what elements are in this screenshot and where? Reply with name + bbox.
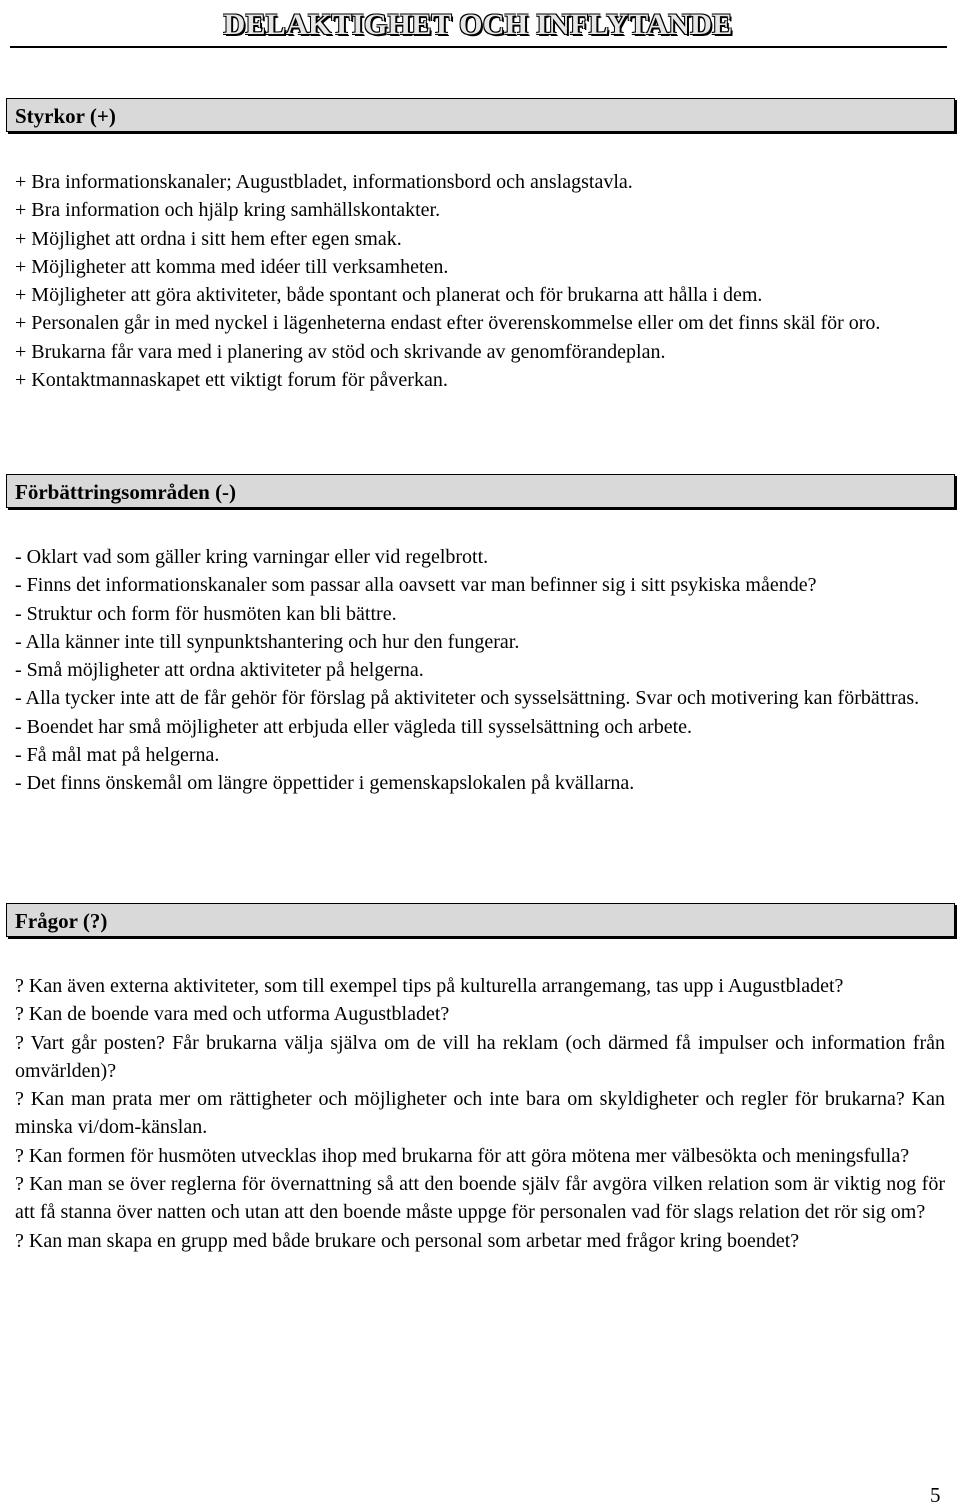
list-item: + Möjligheter att komma med idéer till verksamheten. bbox=[15, 255, 449, 278]
list-item: - Det finns önskemål om längre öppettider i gemenskapslokalen på kvällarna. bbox=[15, 772, 635, 795]
list-item: - Struktur och form för husmöten kan bli bättre. bbox=[15, 602, 397, 625]
list-item: - Små möjligheter att ordna aktiviteter på helgerna. bbox=[15, 659, 424, 682]
strengths-list bbox=[15, 168, 945, 394]
list-item: - Få mål mat på helgerna. bbox=[15, 744, 220, 767]
list-item: ? Kan formen för husmöten utvecklas ihop med brukarna för att göra mötena mer välbesökta och meningsfulla? bbox=[15, 1144, 910, 1167]
list-item: + Möjlighet att ordna i sitt hem efter egen smak. bbox=[15, 227, 402, 250]
list-item: + Personalen går in med nyckel i lägenheterna endast efter överenskommelse eller om det finns skäl för oro. bbox=[15, 312, 881, 335]
list-item: + Möjligheter att göra aktiviteter, både spontant och planerat och för brukarna att hålla i dem. bbox=[15, 284, 763, 307]
list-item: - Oklart vad som gäller kring varningar eller vid regelbrott. bbox=[15, 546, 489, 568]
list-item: ? Kan man prata mer om rättigheter och möjligheter och inte bara om skyldigheter och regler för brukarna? Kan minska vi/dom-känslan. bbox=[15, 1088, 945, 1139]
section-heading-questions: Frågor (?) bbox=[15, 909, 108, 933]
list-item: - Boendet har små möjligheter att erbjuda eller vägleda till sysselsättning och arbete. bbox=[15, 715, 693, 738]
list-item: ? Kan de boende vara med och utforma Augustbladet? bbox=[15, 1003, 450, 1026]
list-item: ? Kan man se över reglerna för övernattning så att den boende själv får avgöra vilken relation som är viktig nog för att få stanna över natten och utan att den boende måste uppge för personalen vad för slags relation det rör sig om? bbox=[15, 1173, 945, 1224]
list-item: + Bra information och hjälp kring samhällskontakter. bbox=[15, 199, 441, 222]
list-item: + Bra informationskanaler; Augustbladet, informationsbord och anslagstavla. bbox=[15, 171, 633, 193]
list-item: + Kontaktmannaskapet ett viktigt forum för påverkan. bbox=[15, 369, 448, 392]
section-header-questions bbox=[6, 903, 955, 937]
section-heading-strengths: Styrkor (+) bbox=[15, 104, 116, 128]
list-item: ? Kan man skapa en grupp med både brukare och personal som arbetar med frågor kring boendet? bbox=[15, 1229, 800, 1252]
page-title: DELAKTIGHET OCH INFLYTANDE bbox=[223, 8, 733, 41]
page-number: 5 bbox=[930, 1483, 941, 1507]
list-item: ? Kan även externa aktiviteter, som till exempel tips på kulturella arrangemang, tas upp i Augustbladet? bbox=[15, 975, 844, 997]
improvements-list bbox=[15, 543, 945, 798]
list-item: - Alla tycker inte att de får gehör för förslag på aktiviteter och sysselsättning. Svar och motivering kan förbättras. bbox=[15, 687, 920, 710]
list-item: - Finns det informationskanaler som passar alla oavsett var man befinner sig i sitt psykiska mående? bbox=[15, 574, 817, 597]
list-item: - Alla känner inte till synpunktshantering och hur den fungerar. bbox=[15, 630, 520, 653]
section-header-improvements bbox=[6, 474, 955, 508]
list-item: ? Vart går posten? Får brukarna välja själva om de vill ha reklam (och därmed få impulser och information från omvärlden)? bbox=[15, 1031, 945, 1082]
questions-list bbox=[15, 972, 945, 1255]
list-item: + Brukarna får vara med i planering av stöd och skrivande av genomförandeplan. bbox=[15, 340, 666, 363]
title-underline bbox=[10, 46, 947, 48]
section-heading-improvements: Förbättringsområden (-) bbox=[15, 480, 237, 504]
section-header-strengths bbox=[6, 98, 955, 132]
